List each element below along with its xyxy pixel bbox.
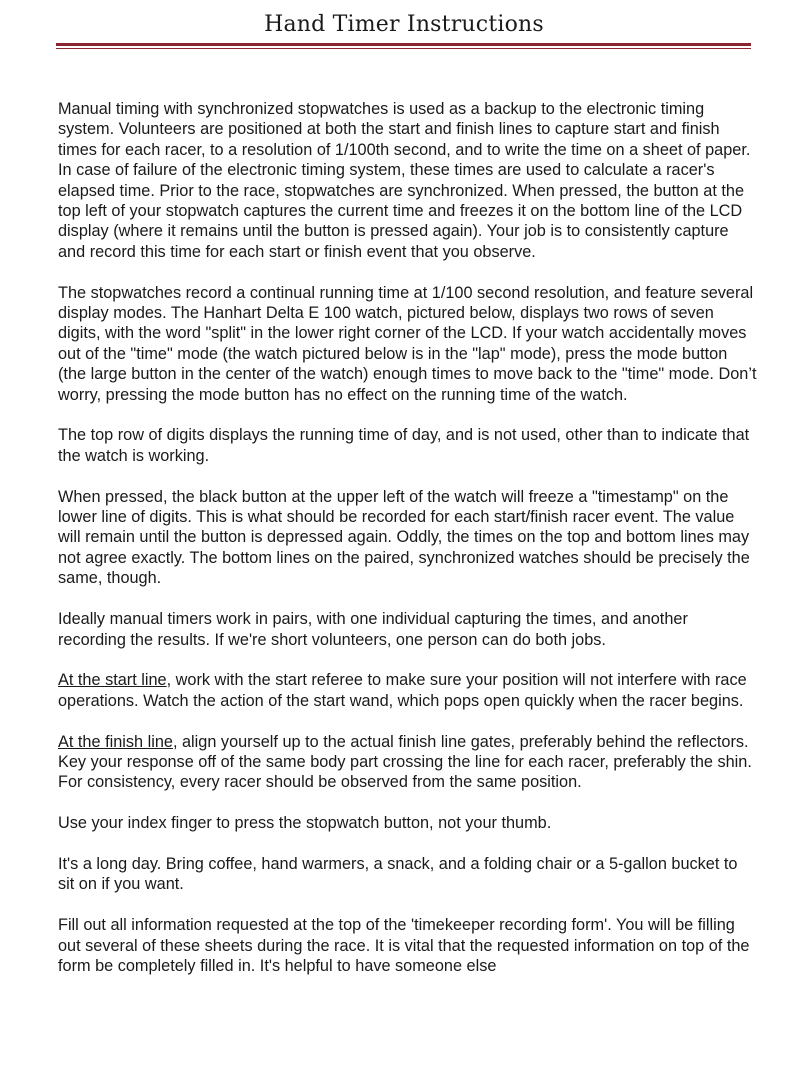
paragraph-black-button: When pressed, the black button at the upper left of the watch will freeze a "timestamp" on the lower line of digits. This is what should be recorded for each start/finish racer event. The value will remain until the button is depressed again. Oddly, the times on the top and bottom lines may not agree exactly. The bottom lines on the paired, synchronized watches should be precisely the same, though. <box>58 487 750 588</box>
title-rule-thin <box>56 48 751 49</box>
page-title: Hand Timer Instructions <box>264 12 544 37</box>
start-line-text: , work with the start referee to make sure your position will not interfere with race operations. Watch the action of the start wand, which pops open quickly when the racer begins. <box>58 671 747 710</box>
paragraph-finish-line <box>58 732 758 793</box>
paragraph-pairs: Ideally manual timers work in pairs, with one individual capturing the times, and another recording the results. If we're short volunteers, one person can do both jobs. <box>58 610 688 649</box>
paragraph-intro: Manual timing with synchronized stopwatches is used as a backup to the electronic timing system. Volunteers are positioned at both the start and finish lines to capture start and finish times for each racer, to a resolution of 1/100th second, and to write the time on a sheet of paper. In case of failure of the electronic timing system, these times are used to calculate a racer's elapsed time. Prior to the race, stopwatches are synchronized. When pressed, the button at the top left of your stopwatch captures the current time and freezes it on the bottom line of the LCD display (where it remains until the button is pressed again). Your job is to consistently capture and record this time for each start or finish event that you observe. <box>58 100 751 261</box>
start-line-heading: At the start line <box>58 671 167 690</box>
paragraph-top-row: The top row of digits displays the running time of day, and is not used, other than to indicate that the watch is working. <box>58 426 750 465</box>
paragraph-long-day: It's a long day. Bring coffee, hand warmers, a snack, and a folding chair or a 5-gallon bucket to sit on if you want. <box>58 854 738 894</box>
paragraph-start-line <box>58 670 758 711</box>
paragraph-recording-form: Fill out all information requested at the top of the 'timekeeper recording form'. You will be filling out several of these sheets during the race. It is vital that the requested information on top of the form be completely filled in. It's helpful to have someone else <box>58 916 750 975</box>
finish-line-text: , align yourself up to the actual finish line gates, preferably behind the reflectors. Key your response off of the same body part crossing the line for each racer, preferably the shin. For consistency, every racer should be observed from the same position. <box>58 732 752 792</box>
finish-line-heading: At the finish line <box>58 732 173 751</box>
paragraph-index-finger: Use your index finger to press the stopwatch button, not your thumb. <box>58 814 552 833</box>
title-rule-thick <box>56 43 751 46</box>
paragraph-display-modes: The stopwatches record a continual running time at 1/100 second resolution, and feature several display modes. The Hanhart Delta E 100 watch, pictured below, displays two rows of seven digits, with the word "split" in the lower right corner of the LCD. If your watch accidentally moves out of the "time" mode (the watch pictured below is in the "lap" mode), press the mode button (the large button in the center of the watch) enough times to move back to the "time" mode. Don’t worry, pressing the mode button has no effect on the running time of the watch. <box>58 283 757 404</box>
body-text <box>58 99 758 997</box>
